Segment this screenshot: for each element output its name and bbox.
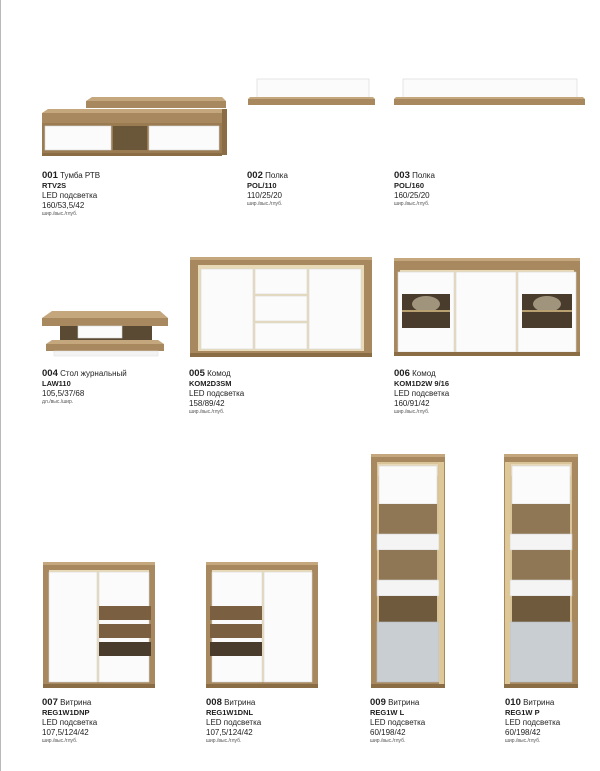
dimension-label: шир./выс./глуб. (206, 738, 242, 744)
product-dimensions: 158/89/42 (189, 399, 225, 408)
product-led: LED подсветка (42, 191, 98, 200)
product-number: 006 (394, 368, 410, 379)
product-dimensions: 60/198/42 (370, 728, 406, 737)
product-dimensions: 107,5/124/42 (206, 728, 253, 737)
tall-display-cabinet-icon (502, 452, 580, 690)
product-type: Полка (265, 171, 288, 180)
product-type: Комод (207, 369, 231, 378)
product-dimensions: 160/53,5/42 (42, 201, 85, 210)
coffee-table-icon (40, 308, 172, 360)
dimension-label: шир./выс./глуб. (370, 738, 406, 744)
product-code: REG1W1DNL (206, 708, 254, 717)
tv-stand-icon (40, 95, 230, 161)
dresser-glass-icon (392, 256, 582, 358)
product-number: 009 (370, 697, 386, 708)
dimension-label: шир./выс./глуб. (42, 738, 78, 744)
product-code: KOM2D3SM (189, 379, 232, 388)
product-code: KOM1D2W 9/16 (394, 379, 450, 388)
product-code: REG1W L (370, 708, 405, 717)
product-led: LED подсветка (370, 718, 426, 727)
product-dimensions: 160/25/20 (394, 191, 430, 200)
product-code: REG1W1DNP (42, 708, 90, 717)
product-dimensions: 60/198/42 (505, 728, 541, 737)
product-code: RTV2S (42, 181, 67, 190)
product-caption (394, 369, 449, 416)
product-led: LED подсветка (42, 718, 98, 727)
product-type: Полка (412, 171, 435, 180)
product-number: 004 (42, 368, 58, 379)
product-caption (189, 369, 244, 416)
product-type: Комод (412, 369, 436, 378)
product-type: Витрина (224, 698, 256, 707)
tall-display-cabinet-icon (369, 452, 447, 690)
product-led: LED подсветка (394, 389, 450, 398)
product-dimensions: 160/91/42 (394, 399, 430, 408)
dresser-icon (188, 255, 374, 359)
product-number: 010 (505, 697, 521, 708)
product-caption (394, 171, 435, 208)
dimension-label: шир./выс./глуб. (394, 201, 430, 207)
product-caption (42, 698, 97, 745)
product-code: REG1W P (505, 708, 540, 717)
product-type: Витрина (388, 698, 420, 707)
product-led: LED подсветка (189, 389, 245, 398)
wall-shelf-icon (247, 77, 377, 107)
wall-shelf-icon (393, 77, 587, 107)
product-caption (206, 698, 261, 745)
product-code: POL/110 (247, 181, 277, 190)
product-led: LED подсветка (505, 718, 561, 727)
product-dimensions: 107,5/124/42 (42, 728, 89, 737)
product-type: Витрина (523, 698, 555, 707)
product-caption (505, 698, 560, 745)
dimension-label: шир./выс./глуб. (247, 201, 283, 207)
display-cabinet-icon (41, 560, 157, 690)
product-number: 003 (394, 170, 410, 181)
product-code: POL/160 (394, 181, 425, 190)
product-caption (247, 171, 288, 208)
product-caption (42, 171, 100, 218)
product-caption (370, 698, 425, 745)
product-dimensions: 110/25/20 (247, 191, 282, 200)
product-type: Витрина (60, 698, 92, 707)
dimension-label: шир./выс./глуб. (505, 738, 541, 744)
display-cabinet-icon (204, 560, 320, 690)
product-number: 001 (42, 170, 58, 181)
product-number: 008 (206, 697, 222, 708)
dimension-label: шир./выс./глуб. (394, 409, 430, 415)
dimension-label: шир./выс./глуб. (189, 409, 225, 415)
product-number: 007 (42, 697, 58, 708)
dimension-label: шир./выс./глуб. (42, 211, 78, 217)
dimension-label: дл./выс./шир. (42, 399, 74, 405)
product-led: LED подсветка (206, 718, 262, 727)
page-border (0, 0, 1, 771)
product-number: 005 (189, 368, 205, 379)
product-dimensions: 105,5/37/68 (42, 389, 85, 398)
product-code: LAW110 (42, 379, 71, 388)
product-caption (42, 369, 127, 406)
product-type: Тумба РТВ (60, 171, 101, 180)
product-type: Стол журнальный (60, 369, 127, 378)
product-number: 002 (247, 170, 263, 181)
